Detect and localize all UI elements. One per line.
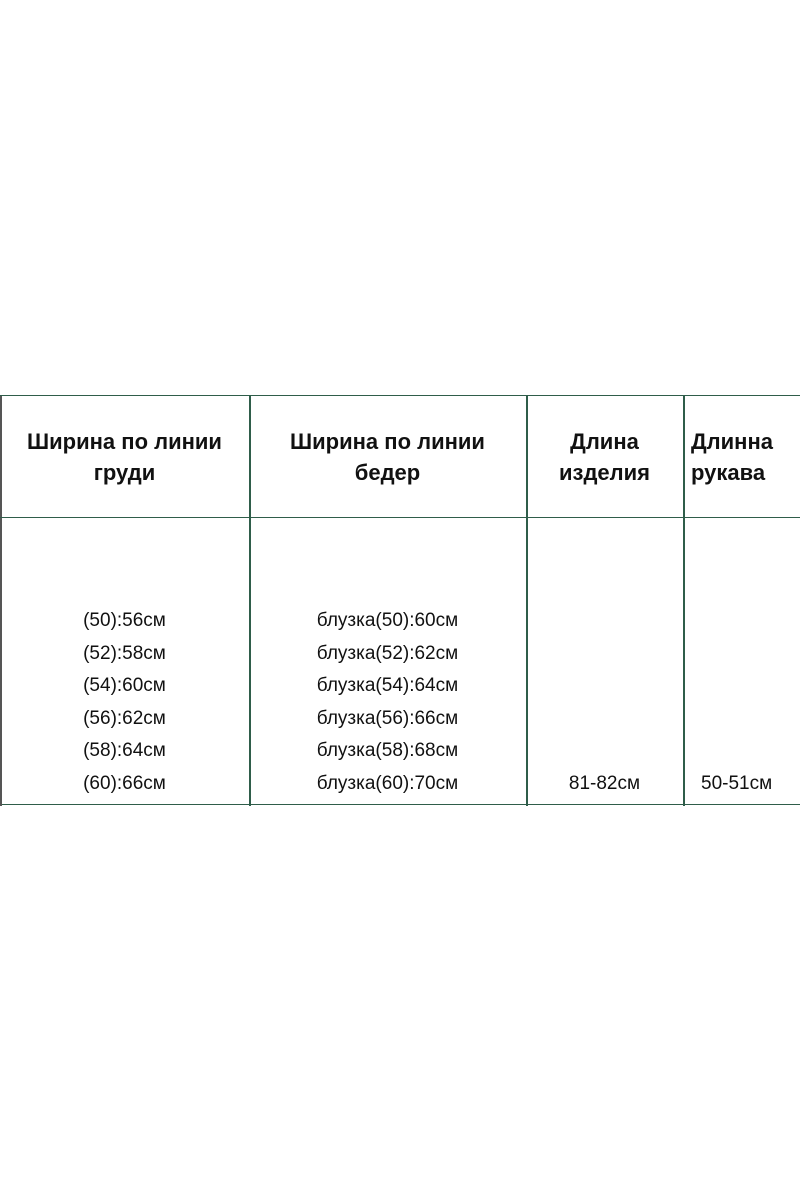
item-length-value: 81-82см [568,772,641,794]
sleeve-length-value: 50-51см [701,772,773,794]
chest-width-value: (56):62см [83,707,166,729]
size-table [0,395,800,805]
header-item-length: Длина изделия [559,429,650,485]
chest-width-value: (52):58см [83,642,166,664]
hip-width-value: блузка(50):60см [316,610,459,631]
header-hip-width: Ширина по линии бедер [290,429,485,485]
table-header-row [0,396,800,518]
item-length-cell [526,518,683,806]
hip-width-value: блузка(52):62см [316,642,459,664]
chest-width-value: (54):60см [83,675,166,696]
chest-width-value: (50):56см [83,610,166,631]
hip-width-value: блузка(60):70см [316,772,459,794]
hip-width-value: блузка(56):66см [316,707,459,729]
chest-width-cell [0,518,249,806]
table-body-row [0,518,800,806]
hip-width-value: блузка(54):64см [316,675,459,696]
sleeve-length-cell [683,518,800,806]
chest-width-value: (58):64см [83,740,166,761]
hip-width-cell [249,518,526,806]
header-sleeve-length: Длинна рукава [691,429,773,485]
header-chest-width: Ширина по линии груди [27,429,222,485]
hip-width-value: блузка(58):68см [316,740,459,761]
chest-width-value: (60):66см [83,772,166,794]
